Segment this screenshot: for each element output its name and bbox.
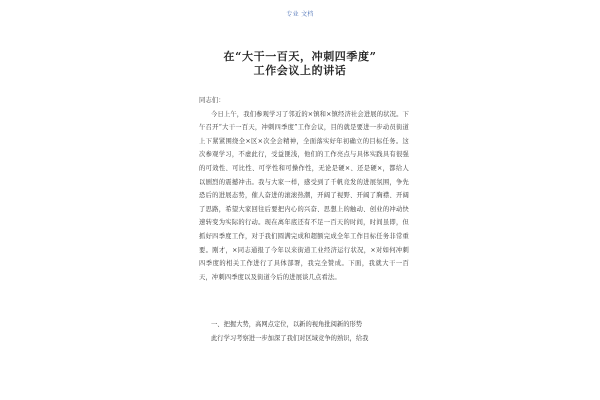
document-title xyxy=(0,50,600,78)
section-heading: 一、把握大势，高网点定位，以新的视角批阅新的形势 xyxy=(211,321,363,328)
paragraph-1: 今日上午，我们参观学习了邻近的×镇和×镇经济社会进展的状况。下午召开“大干一百天，冲刺四季度”工作会议，目的就是要进一步动员街道上下紧紧围绕全×区×次全会精神，全面落实好年初确立的目标任务。这次参观学习，不虚此行，受益匪浅，他们的工作亮点与具体实践具有很强的可效性、可比性、可学性和可操作性，无论是硬×、还是硬×，都给人以剧烈的震撼冲击。我与大家一样，感受到了千帆竞发的进展氛围，争先恐后的进展态势，催人奋进的滚滚热潮，开阔了视野、开阔了胸襟、开阔了思路，希望大家回往后要把内心的兴奋、思想上的触动、创业的冲动快速转变为实际的行动。现在离年底还有不足一百天的时间，时间虽即，但抓好四季度工作，对于我们圆满完成和超额完成全年工作目标任务非常重要。刚才，×同志通报了今年以来街道工业经济运行状况，×对如何冲刺四季度的相关工作进行了具体部署，我完全赞成。下面，我就大干一百天，冲刺四季度以及街道今后的进展谈几点看法。 xyxy=(199,110,409,281)
title-line-1: 在“大干一百天，冲刺四季度” xyxy=(223,50,377,63)
title-line-2: 工作会议上的讲话 xyxy=(253,64,347,77)
section-1 xyxy=(199,318,414,346)
salutation: 同志们： xyxy=(199,97,225,104)
document-body xyxy=(199,94,409,284)
section-body: 此行学习考察进一步加深了我们对区域竞争的熟识，给我 xyxy=(211,335,369,342)
header-link[interactable]: 专业 文档 xyxy=(286,11,314,18)
